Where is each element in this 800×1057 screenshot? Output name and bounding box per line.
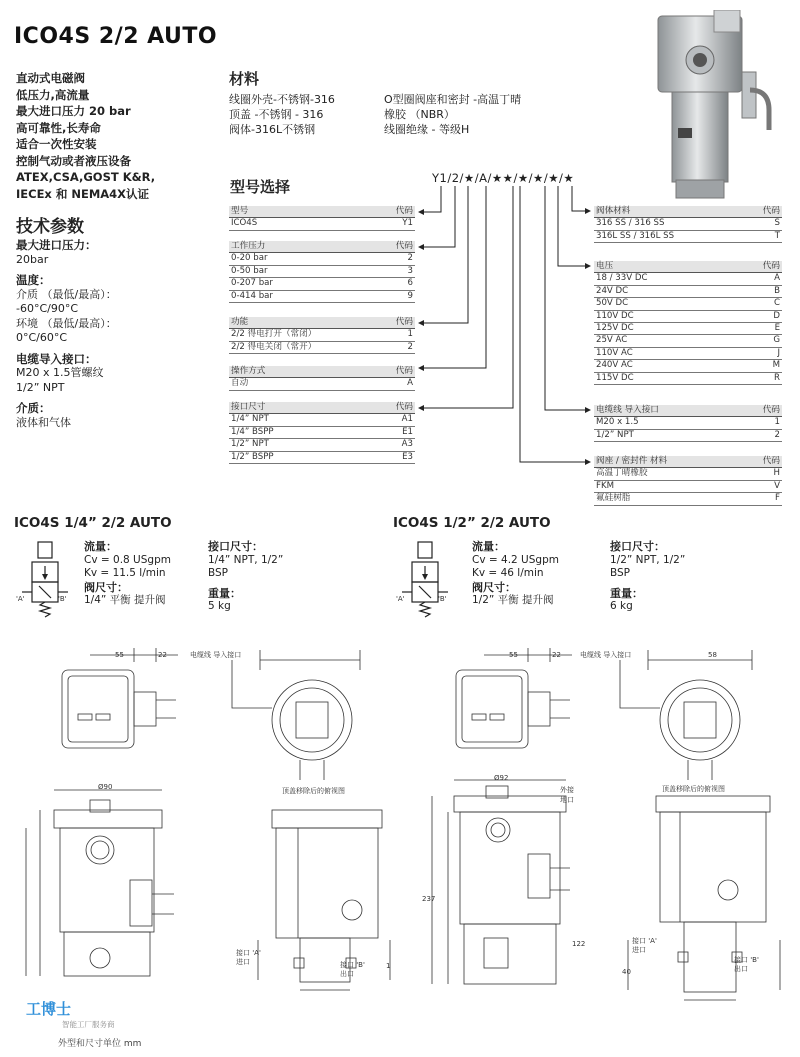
spec-value: 1/2” NPT [16, 380, 65, 394]
spec-value: -60°C/90°C [16, 302, 79, 315]
option-table [229, 241, 415, 303]
dim-label: 22 [158, 651, 167, 659]
option-label: M20 x 1.5 [596, 417, 639, 428]
inlet-label: 进口 [236, 958, 250, 966]
valve-label: 阀尺寸： [84, 580, 128, 594]
option-code: G [773, 335, 780, 346]
option-row [594, 273, 782, 285]
feature-item: 高可靠性,长寿命 [16, 120, 101, 135]
spec-label: 最大进口压力： [16, 238, 97, 252]
valve-label: 阀尺寸： [472, 580, 516, 594]
option-table-title: 电缆线 导入接口 [596, 405, 659, 415]
flow-kv: Kv = 46 l/min [472, 567, 544, 579]
flow-cv: Cv = 4.2 USgpm [472, 553, 559, 566]
option-table-title: 阀座 / 密封件 材料 [596, 456, 668, 466]
option-code: A3 [401, 439, 413, 450]
feature-item: 控制气动或者液压设备 [16, 153, 131, 168]
materials-col-2 [384, 92, 521, 137]
weight-label: 重量： [208, 586, 241, 600]
spec-label: 介质： [16, 401, 51, 415]
outlet-label: 出口 [734, 965, 748, 973]
option-table-code-header: 代码 [395, 241, 413, 251]
spec-value: 介质 （最低/最高）： [16, 287, 117, 301]
material-item: 阀体-316L不锈钢 [229, 123, 316, 136]
option-label: 1/4” NPT [231, 414, 269, 425]
option-row [594, 218, 782, 230]
feature-item: 适合一次性安装 [16, 137, 97, 151]
dim-label: 40 [622, 968, 631, 976]
option-code: 2 [774, 429, 780, 440]
feature-item: 最大进口压力 20 bar [16, 104, 131, 118]
feature-list [16, 70, 155, 202]
material-item: 橡胶 （NBR） [384, 108, 455, 121]
dim-label: 1 [386, 962, 391, 970]
option-code: 1 [407, 329, 413, 340]
symbol-port-b: 'B' [438, 595, 447, 603]
top-view-note: 顶盖移除后的俯视图 [662, 785, 725, 793]
option-table-title: 功能 [231, 317, 249, 327]
option-code: E [774, 322, 780, 333]
option-row [594, 311, 782, 323]
dim-label: 22 [552, 651, 561, 659]
option-table [594, 456, 782, 506]
option-table [594, 206, 782, 243]
option-code: A1 [401, 414, 413, 425]
option-table-header [229, 402, 415, 414]
dim-label: 55 [115, 651, 124, 659]
port-size: BSP [610, 567, 631, 579]
option-row [594, 417, 782, 429]
dimension-drawings [0, 640, 800, 1035]
option-row [229, 253, 415, 265]
port-a-label: 接口 'A' [632, 937, 657, 945]
spec-label: 电缆导入接口： [16, 351, 97, 366]
variant-flow [472, 540, 559, 608]
option-code: A [774, 273, 780, 284]
option-label: 2/2 得电打开（常闭） [231, 329, 317, 340]
option-code: S [774, 218, 780, 229]
model-heading: 型号选择 [230, 178, 291, 196]
option-label: 高温丁晴橡胶 [596, 468, 648, 479]
option-row [229, 329, 415, 341]
option-table-header [229, 241, 415, 253]
option-table-title: 型号 [231, 206, 249, 216]
dim-label: Ø92 [494, 774, 509, 782]
option-label: 110V AC [596, 347, 633, 358]
footnote: 外型和尺寸单位 mm [58, 1039, 142, 1049]
option-row [594, 286, 782, 298]
option-row [229, 218, 415, 230]
option-row [229, 414, 415, 426]
option-label: 316L SS / 316L SS [596, 230, 675, 241]
feature-item: ATEX,CSA,GOST K&R, [16, 170, 156, 184]
option-label: FKM [596, 480, 614, 491]
option-code: C [773, 298, 780, 309]
option-label: 240V AC [596, 360, 633, 371]
ground-label: 外接 [560, 786, 574, 794]
option-code: R [774, 372, 780, 383]
weight-value: 6 kg [610, 600, 633, 612]
option-label: 氟硅树脂 [596, 493, 631, 504]
port-size: 1/4” NPT, 1/2” [208, 553, 284, 566]
option-label: 316 SS / 316 SS [596, 218, 665, 229]
option-row [229, 452, 415, 464]
symbol-port-a: 'A' [396, 595, 405, 603]
valve-size: 1/4” 平衡 提升阀 [84, 594, 166, 606]
port-size: BSP [208, 567, 229, 579]
option-table-title: 接口尺寸 [231, 402, 266, 412]
cable-entry-label: 电缆线 导入接口 [190, 651, 242, 659]
option-label: 2/2 得电关闭（常开） [231, 341, 317, 352]
option-label: 0-414 bar [231, 290, 273, 301]
material-item: O型圈阀座和密封 -高温丁晴 [384, 93, 522, 106]
option-label: ICO4S [231, 218, 258, 229]
spec-label: 温度： [16, 273, 51, 287]
watermark-tagline: 智能工厂服务商 [62, 1020, 115, 1029]
top-view-note: 顶盖移除后的俯视图 [282, 787, 345, 795]
option-label: 0-207 bar [231, 278, 273, 289]
tech-specs [16, 238, 117, 430]
flow-label: 流量： [472, 540, 505, 553]
option-code: V [774, 480, 780, 491]
flow-kv: Kv = 11.5 l/min [84, 567, 166, 579]
option-code: B [774, 285, 780, 296]
option-code: D [773, 310, 780, 321]
option-code: Y1 [402, 218, 413, 229]
option-table-header [594, 206, 782, 218]
weight-value: 5 kg [208, 600, 231, 612]
variant-title: ICO4S 1/4” 2/2 AUTO [14, 515, 172, 531]
option-code: 2 [407, 253, 413, 264]
option-label: 1/2” BSPP [231, 451, 274, 462]
valve-symbol [22, 540, 82, 622]
option-row [594, 373, 782, 385]
outlet-label: 出口 [340, 970, 354, 978]
option-row [229, 278, 415, 290]
option-table-code-header: 代码 [395, 366, 413, 376]
option-code: T [774, 230, 780, 241]
flow-label: 流量： [84, 540, 117, 553]
option-code: 9 [407, 290, 413, 301]
option-code: 2 [407, 341, 413, 352]
weight-label: 重量： [610, 586, 643, 600]
option-row [229, 291, 415, 303]
feature-item: 直动式电磁阀 [16, 71, 85, 85]
option-label: 50V DC [596, 298, 629, 309]
dim-label: 122 [572, 940, 586, 948]
option-table [229, 366, 415, 391]
feature-item: IECEx 和 NEMA4X认证 [16, 186, 150, 201]
port-label: 接口尺寸： [208, 540, 263, 553]
option-label: 自动 [231, 378, 249, 389]
option-label: 25V AC [596, 335, 628, 346]
materials-col-1 [229, 92, 335, 137]
option-row [594, 231, 782, 243]
option-label: 110V DC [596, 310, 634, 321]
materials-heading: 材料 [229, 70, 260, 88]
option-row [229, 427, 415, 439]
spec-value: M20 x 1.5管螺纹 [16, 366, 104, 379]
option-table-code-header: 代码 [762, 405, 780, 415]
option-row [594, 348, 782, 360]
option-row [229, 439, 415, 451]
option-label: 18 / 33V DC [596, 273, 648, 284]
option-code: J [777, 347, 780, 358]
option-table-header [594, 261, 782, 273]
option-label: 1/2” NPT [231, 439, 269, 450]
variant-port [208, 540, 283, 614]
spec-value: 环境 （最低/最高）： [16, 316, 117, 330]
tech-heading: 技术参数 [16, 217, 84, 237]
variant-title: ICO4S 1/2” 2/2 AUTO [393, 515, 551, 531]
option-row [594, 360, 782, 372]
spec-value: 20bar [16, 252, 49, 266]
option-label: 1/4” BSPP [231, 426, 274, 437]
dim-label: 55 [509, 651, 518, 659]
port-size: 1/2” NPT, 1/2” [610, 553, 686, 566]
flow-cv: Cv = 0.8 USgpm [84, 553, 171, 566]
material-item: 顶盖 -不锈钢 - 316 [229, 108, 324, 121]
ground-label: 地口 [560, 796, 574, 804]
valve-size: 1/2” 平衡 提升阀 [472, 594, 554, 606]
option-table-header [229, 317, 415, 329]
option-table-title: 操作方式 [231, 366, 266, 376]
material-item: 线圈外壳-不锈钢-316 [229, 93, 335, 106]
option-row [229, 342, 415, 354]
page-title: ICO4S 2/2 AUTO [14, 24, 218, 49]
option-label: 0-50 bar [231, 265, 268, 276]
spec-value: 液体和气体 [16, 415, 71, 429]
option-code: E1 [402, 426, 413, 437]
option-code: 1 [774, 417, 780, 428]
option-table-header [594, 405, 782, 417]
option-label: 1/2” NPT [596, 429, 634, 440]
option-code: H [773, 468, 780, 479]
option-table-header [229, 366, 415, 378]
option-row [229, 378, 415, 390]
option-table-title: 阀体材料 [596, 206, 631, 216]
inlet-label: 进口 [632, 946, 646, 954]
option-table-code-header: 代码 [395, 317, 413, 327]
option-row [594, 468, 782, 480]
option-label: 115V DC [596, 372, 634, 383]
option-table [229, 206, 415, 231]
spec-value: 0°C/60°C [16, 331, 68, 344]
option-table-code-header: 代码 [762, 261, 780, 271]
variant-port [610, 540, 685, 614]
option-code: M [772, 360, 780, 371]
option-table [594, 405, 782, 442]
option-row [594, 493, 782, 505]
option-row [594, 481, 782, 493]
dim-label: Ø90 [98, 783, 113, 791]
option-table-code-header: 代码 [395, 402, 413, 412]
option-table-header [594, 456, 782, 468]
option-label: 24V DC [596, 285, 629, 296]
symbol-port-b: 'B' [58, 595, 67, 603]
material-item: 线圈绝缘 - 等级H [384, 123, 470, 136]
option-code: 6 [407, 278, 413, 289]
option-row [594, 298, 782, 310]
option-table [594, 261, 782, 385]
option-row [594, 430, 782, 442]
option-row [594, 335, 782, 347]
option-table [229, 402, 415, 464]
port-a-label: 接口 'A' [236, 949, 261, 957]
cable-entry-label: 电缆线 导入接口 [580, 651, 632, 659]
option-table [229, 317, 415, 354]
port-label: 接口尺寸： [610, 540, 665, 553]
dim-label: 58 [708, 651, 717, 659]
option-row [229, 266, 415, 278]
dim-label: 237 [422, 895, 436, 903]
watermark-logo: 工博士 [26, 1000, 72, 1018]
variant-flow [84, 540, 171, 608]
feature-item: 低压力,高流量 [16, 87, 90, 102]
symbol-port-a: 'A' [16, 595, 25, 603]
valve-symbol [402, 540, 462, 622]
valve-photo [654, 10, 778, 202]
port-b-label: 接口 'B' [340, 961, 365, 969]
option-code: E3 [402, 451, 413, 462]
option-table-header [229, 206, 415, 218]
option-table-code-header: 代码 [762, 456, 780, 466]
option-label: 125V DC [596, 322, 634, 333]
option-row [594, 323, 782, 335]
port-b-label: 接口 'B' [734, 956, 759, 964]
option-label: 0-20 bar [231, 253, 268, 264]
option-table-code-header: 代码 [395, 206, 413, 216]
model-code: Y1/2/★/A/★★/★/★/★/★ [432, 171, 575, 185]
option-table-title: 电压 [596, 261, 614, 271]
option-code: A [407, 378, 413, 389]
option-code: 3 [407, 265, 413, 276]
option-table-code-header: 代码 [762, 206, 780, 216]
option-table-title: 工作压力 [231, 241, 266, 251]
option-code: F [775, 493, 780, 504]
